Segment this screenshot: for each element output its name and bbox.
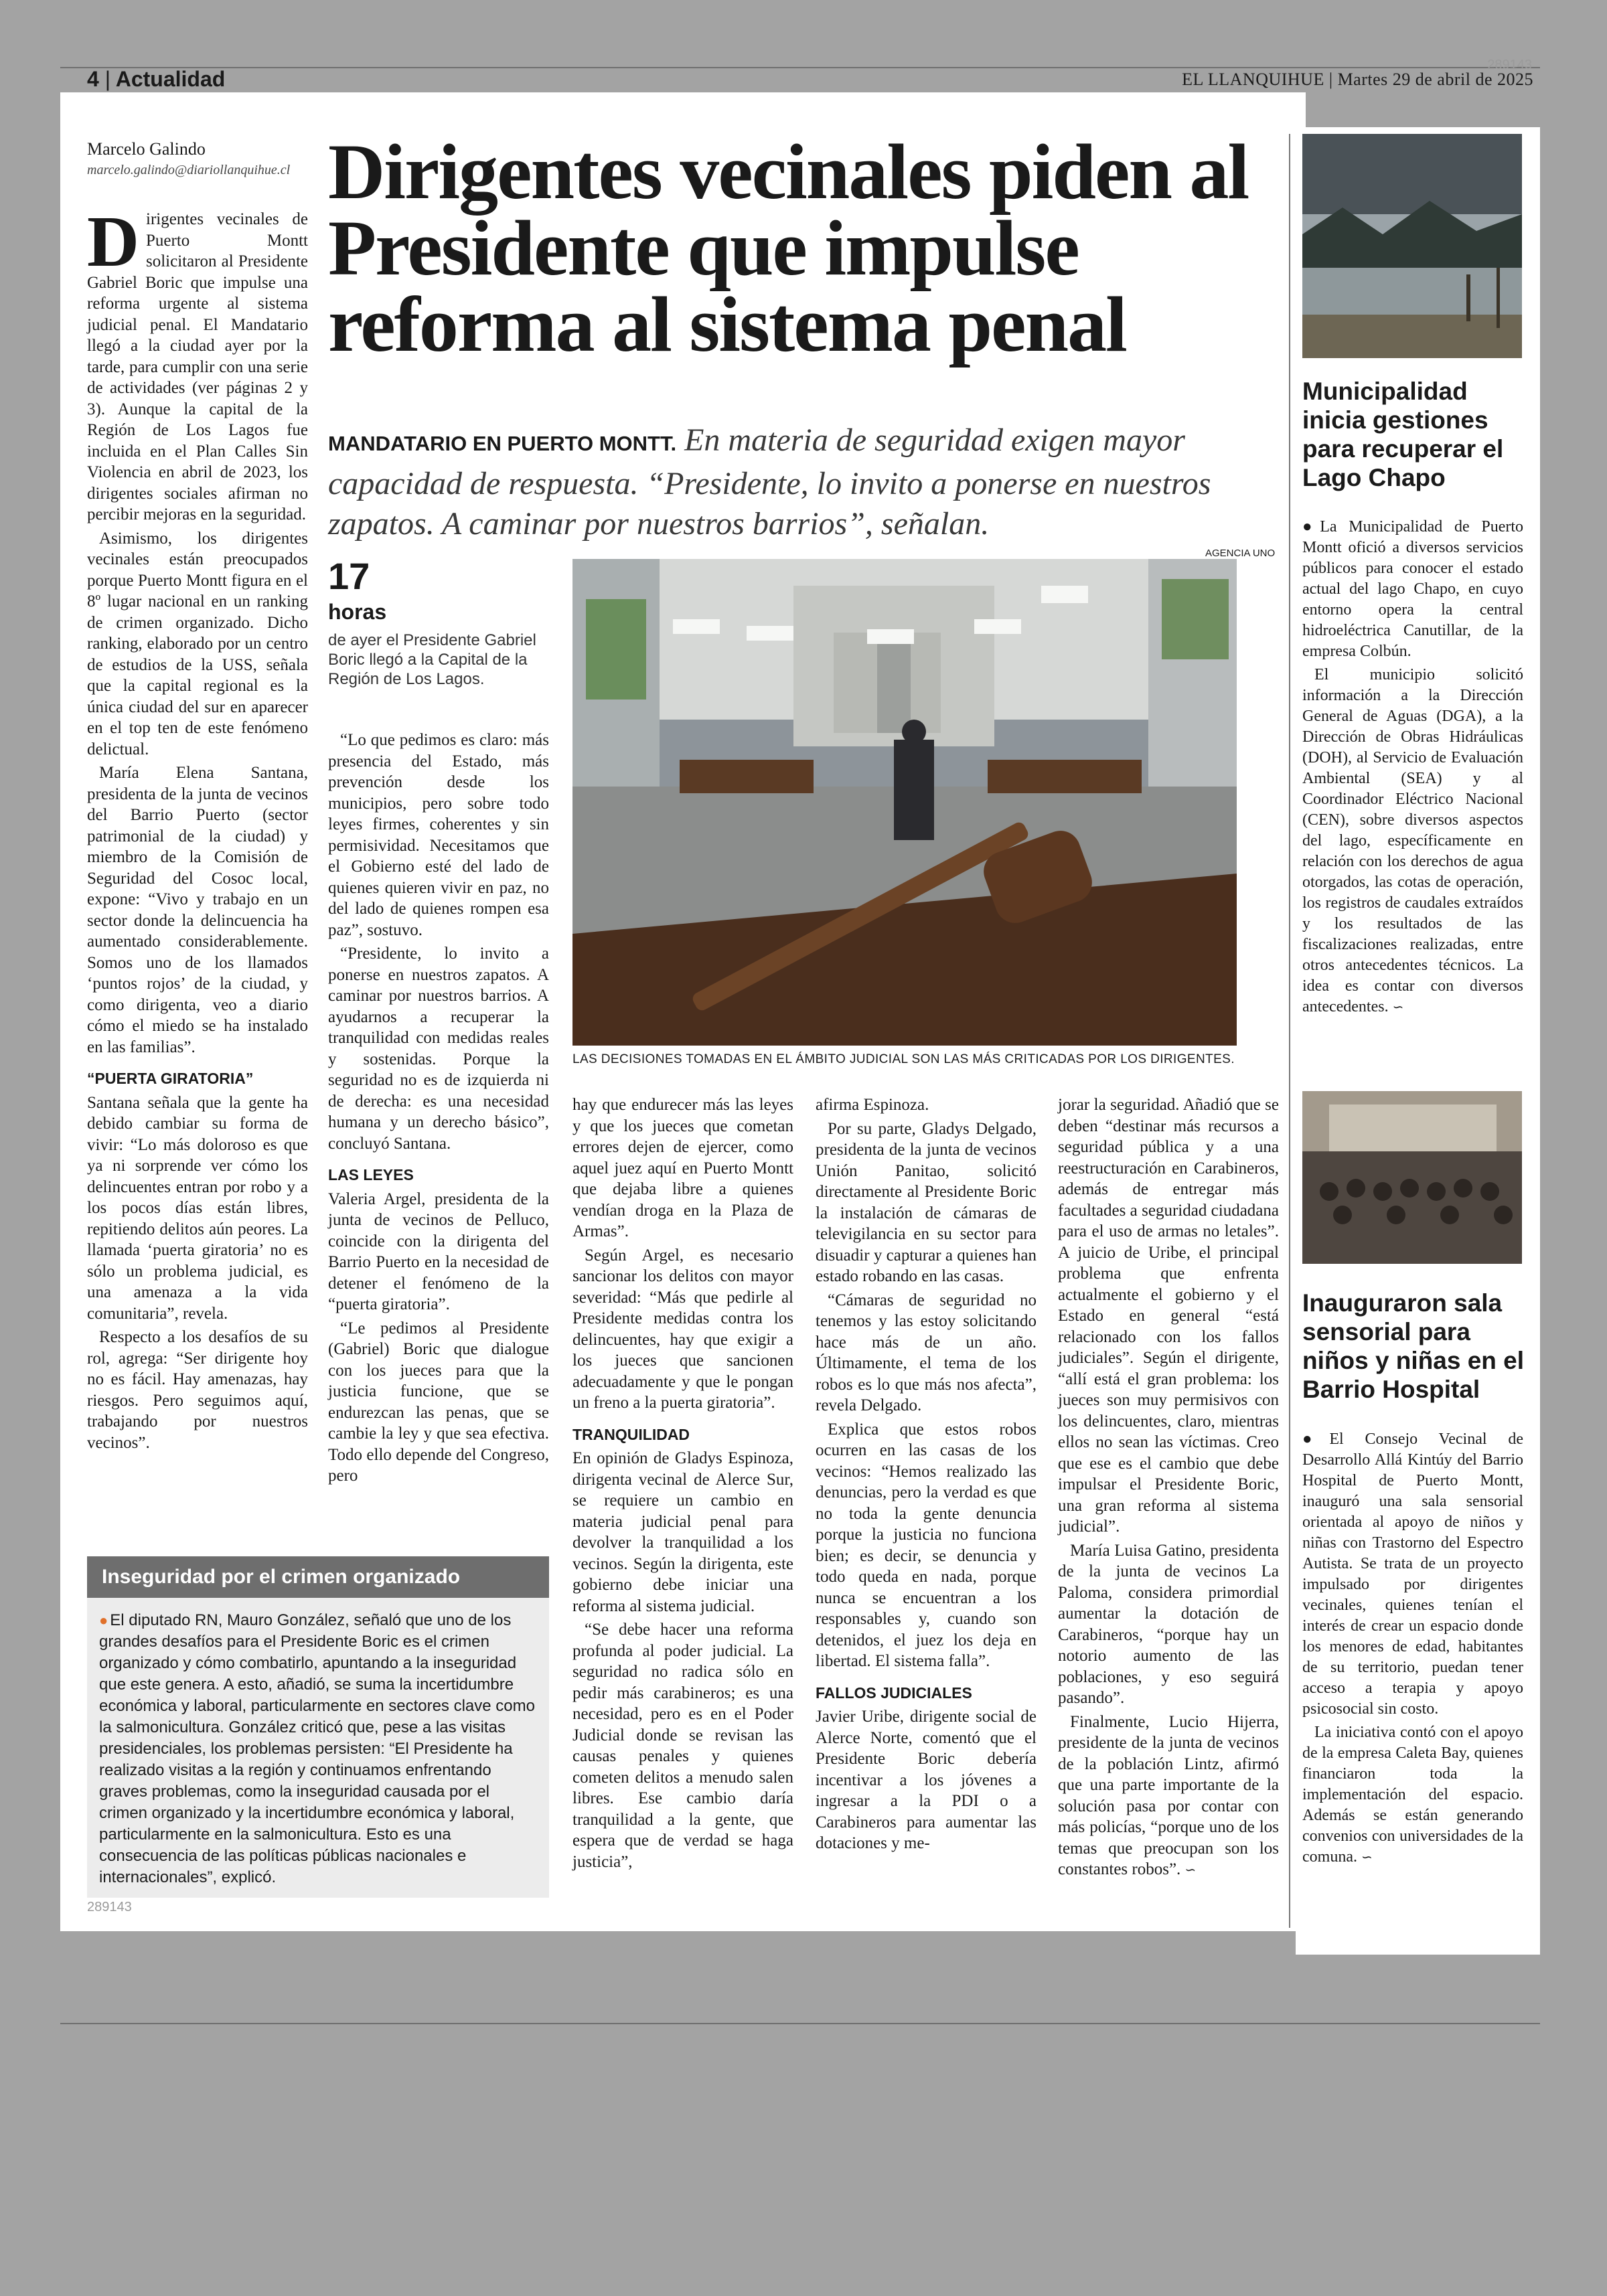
- story-title-sala-sensorial: Inauguraron sala sensorial para niños y niñas en el Barrio Hospital: [1302, 1289, 1525, 1403]
- sidebar-box-text: [99, 1610, 538, 1888]
- paragraph: Según Argel, es necesario sancionar los delitos con mayor severidad: “Más que pedirle al Presidente medidas contra los delincuentes, hay que exigir a los jueces que sancionen adecuadamente y que le pongan un freno a la puerta giratoria”.: [572, 1246, 793, 1412]
- deck: [328, 420, 1279, 544]
- bullet-dot-icon: ●: [1302, 518, 1320, 536]
- paragraph: “Cámaras de seguridad no tenemos y las estoy solicitando hace más de un año. Últimamente, el tema de los robos es lo que más nos afecta”, revela Delgado.: [816, 1291, 1037, 1414]
- deck-text: En materia de seguridad exigen mayor capacidad de respuesta. “Presidente, lo invito a ponerse en nuestros zapatos. A caminar por nuestros barrios”, señalan.: [328, 422, 1211, 542]
- paragraph: Javier Uribe, dirigente social de Alerce Norte, comentó que el Presidente Boric debería incentivar a los jóvenes a ingresar a la PDI o a Carabineros para aumentar las dotaciones y me-: [816, 1708, 1037, 1852]
- paragraph-text: La iniciativa contó con el apoyo de la empresa Caleta Bay, quienes financiaron toda la implementación del espacio. Además se están generando convenios con universidades de la comuna.: [1302, 1724, 1523, 1866]
- paragraph: [1302, 1722, 1523, 1868]
- page-folio: [87, 67, 225, 92]
- story-lago-chapo: [1302, 517, 1523, 1020]
- photo-credit: AGENCIA UNO: [1205, 548, 1276, 559]
- paragraph: Santana señala que la gente ha debido cambiar su forma de vivir: “Lo más doloroso es que ya ni sorprende ver cómo los delincuentes entran por robo y a los pocos días están libres, repitiendo delitos aún peores. La llamada ‘puerta giratoria’ no es sólo un problema judicial, es una amenaza a la vida comunitaria”, revela.: [87, 1093, 308, 1323]
- bullet-dot-icon: ●: [1302, 1430, 1330, 1448]
- photo-caption: LAS DECISIONES TOMADAS EN EL ÁMBITO JUDICIAL SON LAS MÁS CRITICADAS POR LOS DIRIGENTES.: [572, 1052, 1235, 1066]
- newspaper-name: EL LLANQUIHUE: [1182, 70, 1324, 89]
- paragraph: [1302, 665, 1523, 1017]
- subhead-fallos-judiciales: FALLOS JUDICIALES: [816, 1684, 972, 1702]
- author-email: marcelo.galindo@diariollanquihue.cl: [87, 163, 291, 177]
- paragraph: “Le pedimos al Presidente (Gabriel) Boric que dialogue con los jueces para que la justicia funcione, que se endurezcan las penas, que se cambie la ley y que sea efectiva. Todo ello depende del Congreso, pero: [328, 1319, 549, 1485]
- subhead-tranquilidad: TRANQUILIDAD: [572, 1425, 690, 1443]
- end-mark-icon: ∽: [1392, 999, 1404, 1015]
- dropcap: D: [87, 202, 139, 282]
- article-column-1: [87, 202, 308, 1456]
- page-number: 4: [87, 67, 99, 91]
- paper-info: [1182, 70, 1533, 90]
- paragraph-text: El municipio solicitó información a la Dirección General de Aguas (DGA), a la Dirección de Obras Hidráulicas (DOH), al Servicio de Evaluación Ambiental (SEA) y al Coordinador Eléctrico Nacional (CEN), sobre diversos aspectos del lago, específicamente en relación con los derechos de agua otorgados, las cotas de operación, los registros de caudales extraídos y los resultados de las fiscalizaciones realizadas, entre otros antecedentes técnicos. La idea es contar con diversos antecedentes.: [1302, 666, 1523, 1015]
- paragraph: “Se debe hacer una reforma profunda al poder judicial. La seguridad no radica sólo en pedir más carabineros; es una necesidad, pero es en el Poder Judicial donde se revisan las causas penales y quienes cometen delitos a menudo salen libres. Ese cambio daría tranquilidad a la gente, que espera que de verdad se haga justicia”,: [572, 1621, 793, 1871]
- paragraph-text: Finalmente, Lucio Hijerra, presidente de la junta de vecinos de la población Lintz, afirmó que una parte importante de la solución pasa por contar con más policías, “porque uno de los temas que preocupan son los constantes robos”.: [1058, 1712, 1279, 1878]
- lake-chapo-photo: [1302, 134, 1522, 358]
- paragraph-text: El Consejo Vecinal de Desarrollo Allá Kintúy del Barrio Hospital de Puerto Montt, inauguró una sala sensorial orientada al apoyo de niños y niñas con Trastorno del Espectro Autista. Se trata de un proyecto impulsado por dirigentes vecinales, quienes tenían el interés de crear un espacio donde los menores de edad, habitantes de su territorio, puedan tener acceso a terapia y apoyo psicosocial sin costo.: [1302, 1430, 1523, 1718]
- paragraph: Explica que estos robos ocurren en las casas de los vecinos: “Hemos realizado las denuncias, pero la verdad es que no toda la gente denuncia porque la justicia no funciona bien; es decir, se denuncia y todo queda en nada, porque nunca se encuentran a los responsables y, cuando son detenidos, el juez los deja en libertad. El sistema falla”.: [816, 1420, 1037, 1670]
- article-column-5: [1058, 1094, 1279, 1884]
- stat-number: 17: [328, 555, 370, 597]
- paragraph-text: La Municipalidad de Puerto Montt ofició a diversos servicios públicos para conocer el estado actual del lago Chapo, en cuyo entorno opera la central hidroeléctrica Canutillar, de la empresa Colbún.: [1302, 518, 1524, 660]
- paragraph: Por su parte, Gladys Delgado, presidenta de la junta de vecinos Unión Panitao, solicitó directamente al Presidente Boric la instalación de cámaras de televigilancia en su sector para disuadir y capturar a quienes han estado robando en las casas.: [816, 1119, 1037, 1285]
- article-column-3: [572, 1094, 793, 1875]
- subhead-puerta-giratoria: “PUERTA GIRATORIA”: [87, 1070, 254, 1087]
- paragraph: Asimismo, los dirigentes vecinales están preocupados porque Puerto Montt figura en el 8º lugar nacional en un ranking de crimen organizado. Dicho ranking, elaborado por un centro de estudios de la USS, señala que la capital regional es la única ciudad del sur en aparecer en el top ten de este fenómeno delictual.: [87, 529, 308, 758]
- paragraph: [1302, 517, 1523, 662]
- paragraph: Respecto a los desafíos de su rol, agrega: “Ser dirigente hoy no es fácil. Hay amenazas, hay riesgos. Pero seguimos aquí, trabajando por nuestros vecinos”.: [87, 1328, 308, 1452]
- stat-unit: horas: [328, 600, 387, 624]
- paragraph: irigentes vecinales de Puerto Montt solicitaron al Presidente Gabriel Boric que impulse una reforma urgente al sistema judicial penal. El Mandatario llegó a la ciudad ayer por la tarde, para cumplir con una serie de actividades (ver páginas 2 y 3). Aunque la capital de la Región de Los Lagos fue incluida en el Plan Calles Sin Violencia en abril de 2023, los dirigentes sociales afirman no percibir mejoras en la seguridad.: [87, 210, 308, 523]
- paragraph: “Presidente, lo invito a ponerse en nuestros zapatos. A caminar por nuestros barrios. A ayudarnos a recuperar la tranquilidad con medidas reales y sostenidas. Porque la seguridad no es de izquierda ni de derecha: es una necesidad humana y un derecho básico”, concluyó Santana.: [328, 945, 549, 1153]
- sidebar-box-title: Inseguridad por el crimen organizado: [87, 1556, 549, 1598]
- bottom-code: 289143: [87, 1900, 132, 1914]
- paragraph: Valeria Argel, presidenta de la junta de vecinos de Pelluco, coincide con la dirigenta del Barrio Puerto en la necesidad de detener el fenómeno de la “puerta giratoria”.: [328, 1190, 549, 1313]
- story-sala-sensorial: [1302, 1429, 1523, 1870]
- paragraph: jorar la seguridad. Añadió que se deben “destinar más recursos a seguridad pública y a una reestructuración en Carabineros, además de entregar más facultades a seguridad ciudadana para el uso de armas no letales”. A juicio de Uribe, el principal problema que enfrenta actualmente el gobierno y el Estado en general “está relacionado con los fallos judiciales”. Según el dirigente, “allí está el gran problema: los jueces son muy permisivos con los delincuentes, claro, mientras ellos no sean las víctimas. Creo que ese es el cambio que debe impulsar el Presidente Boric, una gran reforma al sistema judicial”.: [1058, 1096, 1279, 1536]
- sensory-room-group-photo: [1302, 1091, 1522, 1264]
- article-column-2: [328, 730, 549, 1489]
- folio-separator: |: [104, 67, 110, 91]
- paragraph: María Luisa Gatino, presidenta de la junta de vecinos La Paloma, considera primordial aumentar la dotación de Carabineros, “porque hay un notorio aumento de las poblaciones, y eso seguirá pasando”.: [1058, 1541, 1279, 1707]
- header-top-rule: [60, 67, 1540, 68]
- courtroom-photo: [572, 559, 1237, 1046]
- column-divider: [1289, 134, 1290, 1928]
- lead-paragraph: [87, 202, 308, 525]
- paragraph: hay que endurecer más las leyes y que los jueces que cometan errores dejen de ejercer, como aquel juez aquí en Puerto Montt que dejaba libre a quienes vendían droga en la Plaza de Armas”.: [572, 1096, 793, 1240]
- paragraph: “Lo que pedimos es claro: más presencia del Estado, más prevención desde los municipios, pero sobre todo leyes firmes, coherentes y sin permisividad. Necesitamos que el Gobierno esté del lado de quienes quieren vivir en paz, no del lado de quienes rompen esa paz”, sostuvo.: [328, 731, 549, 939]
- corner-code: 289143: [1487, 58, 1532, 72]
- author-name: Marcelo Galindo: [87, 139, 206, 159]
- headline: Dirigentes vecinales piden al Presidente que impulse reforma al sistema penal: [328, 128, 1249, 368]
- kicker: MANDATARIO EN PUERTO MONTT.: [328, 432, 677, 455]
- info-separator: |: [1328, 70, 1333, 89]
- paragraph: [1302, 1429, 1523, 1720]
- paragraph: En opinión de Gladys Espinoza, dirigenta vecinal de Alerce Sur, se requiere un cambio en materia judicial penal para devolver la tranquilidad a los vecinos. Según la dirigenta, este gobierno debe iniciar una reforma al sistema judicial.: [572, 1449, 793, 1615]
- paragraph: afirma Espinoza.: [816, 1096, 929, 1114]
- subhead-las-leyes: LAS LEYES: [328, 1166, 414, 1183]
- sidebar-box-body: El diputado RN, Mauro González, señaló que uno de los grandes desafíos para el Presidente Boric es el crimen organizado y cómo combatirlo, apuntando a la inseguridad que este genera. A esto, añadió, se suma la incertidumbre económica y laboral, particularmente en sectores clave como la salmonicultura. González criticó que, pese a las visitas presidenciales, los problemas persisten: “El Presidente ha realizado visitas a la región y continuamos enfrentando graves problemas, como la inseguridad causada por el crimen organizado y la incertidumbre económica y laboral, particularmente en la salmonicultura. Esto es una consecuencia de las políticas públicas nacionales e internacionales”, explicó.: [99, 1611, 535, 1886]
- paragraph: María Elena Santana, presidenta de la junta de vecinos del Barrio Puerto (sector patrimonial de la ciudad) y miembro de la Comisión de Seguridad del Cosoc local, expone: “Vivo y trabajo en un sector donde la delincuencia ha aumentado considerablemente. Somos uno de los llamados ‘puntos rojos’ de la ciudad, y como dirigenta, veo a diario cómo el miedo se ha instalado en las familias”.: [87, 764, 308, 1056]
- section-name: Actualidad: [115, 67, 226, 91]
- stat-description: de ayer el Presidente Gabriel Boric llegó a la Capital de la Región de Los Lagos.: [328, 631, 536, 688]
- story-title-lago-chapo: Municipalidad inicia gestiones para recuperar el Lago Chapo: [1302, 378, 1504, 491]
- bullet-dot-icon: ●: [99, 1612, 108, 1629]
- footer-rule: [60, 2023, 1540, 2024]
- end-mark-icon: ∽: [1361, 1849, 1373, 1865]
- issue-date: Martes 29 de abril de 2025: [1337, 70, 1533, 89]
- end-mark-icon: ∽: [1184, 1862, 1197, 1878]
- article-column-4: [816, 1094, 1037, 1857]
- paragraph: [1058, 1712, 1279, 1881]
